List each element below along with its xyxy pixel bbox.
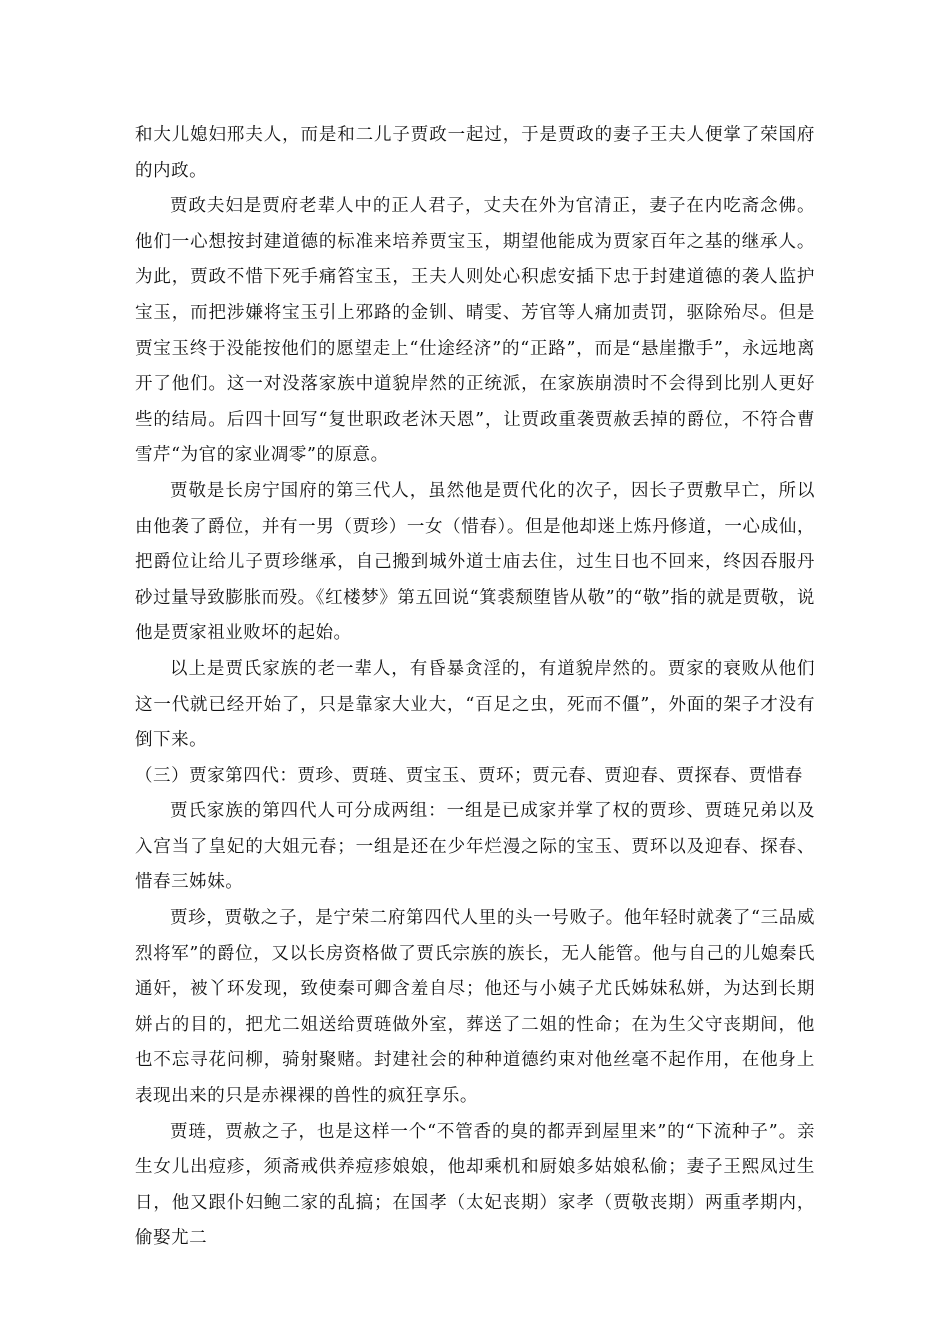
- paragraph-jia-jing: 贾敬是长房宁国府的第三代人，虽然他是贾代化的次子，因长子贾敷早亡，所以由他袭了爵位，并有一男（贾珍）一女（惜春）。但是他却迷上炼丹修道，一心成仙，把爵位让给儿子贾珍继承，自己搬到城外道士庙去住，过生日也不回来，终因吞服丹砂过量导致膨胀而殁。《红楼梦》第五回说“箕裘颓堕皆从敬”的“敬”指的就是贾敬，说他是贾家祖业败坏的起始。: [135, 480, 815, 644]
- document-body: [135, 118, 815, 1257]
- section-heading-fourth-generation: （三）贾家第四代：贾珍、贾琏、贾宝玉、贾环；贾元春、贾迎春、贾探春、贾惜春: [135, 765, 803, 786]
- paragraph-continuation: 和大儿媳妇邢夫人，而是和二儿子贾政一起过，于是贾政的妻子王夫人便掌了荣国府的内政。: [135, 125, 815, 181]
- paragraph-jia-lian: 贾琏，贾赦之子，也是这样一个“不管香的臭的都弄到屋里来”的“下流种子”。亲生女儿出痘疹，须斋戒供养痘疹娘娘，他却乘机和厨娘多姑娘私偷；妻子王熙凤过生日，他又跟仆妇鲍二家的乱搞；在国孝（太妃丧期）家孝（贾敬丧期）两重孝期内，偷娶尤二: [135, 1121, 815, 1249]
- paragraph-fourth-generation-groups: 贾氏家族的第四代人可分成两组：一组是已成家并掌了权的贾珍、贾琏兄弟以及入宫当了皇妃的大姐元春；一组是还在少年烂漫之际的宝玉、贾环以及迎春、探春、惜春三姊妹。: [135, 801, 815, 893]
- paragraph-jia-zhen: 贾珍，贾敬之子，是宁荣二府第四代人里的头一号败子。他年轻时就袭了“三品威烈将军”的爵位，又以长房资格做了贾氏宗族的族长，无人能管。他与自己的儿媳秦氏通奸，被丫环发现，致使秦可卿含羞自尽；他还与小姨子尤氏姊妹私姘，为达到长期姘占的目的，把尤二姐送给贾琏做外室，葬送了二姐的性命；在为生父守丧期间，他也不忘寻花问柳，骑射聚赌。封建社会的种种道德约束对他丝毫不起作用，在他身上表现出来的只是赤裸裸的兽性的疯狂享乐。: [135, 908, 815, 1107]
- paragraph-jia-zheng: 贾政夫妇是贾府老辈人中的正人君子，丈夫在外为官清正，妻子在内吃斋念佛。他们一心想按封建道德的标准来培养贾宝玉，期望他能成为贾家百年之基的继承人。为此，贾政不惜下死手痛笞宝玉，王夫人则处心积虑安插下忠于封建道德的袭人监护宝玉，而把涉嫌将宝玉引上邪路的金钏、晴雯、芳官等人痛加责罚，驱除殆尽。但是贾宝玉终于没能按他们的愿望走上“仕途经济”的“正路”，而是“悬崖撒手”，永远地离开了他们。这一对没落家族中道貌岸然的正统派，在家族崩溃时不会得到比别人更好些的结局。后四十回写“复世职政老沐天恩”，让贾政重袭贾赦丢掉的爵位，不符合曹雪芹“为官的家业凋零”的原意。: [135, 196, 815, 466]
- paragraph-elder-generation-summary: 以上是贾氏家族的老一辈人，有昏暴贪淫的，有道貌岸然的。贾家的衰败从他们这一代就已经开始了，只是靠家大业大，“百足之虫，死而不僵”，外面的架子才没有倒下来。: [135, 658, 815, 751]
